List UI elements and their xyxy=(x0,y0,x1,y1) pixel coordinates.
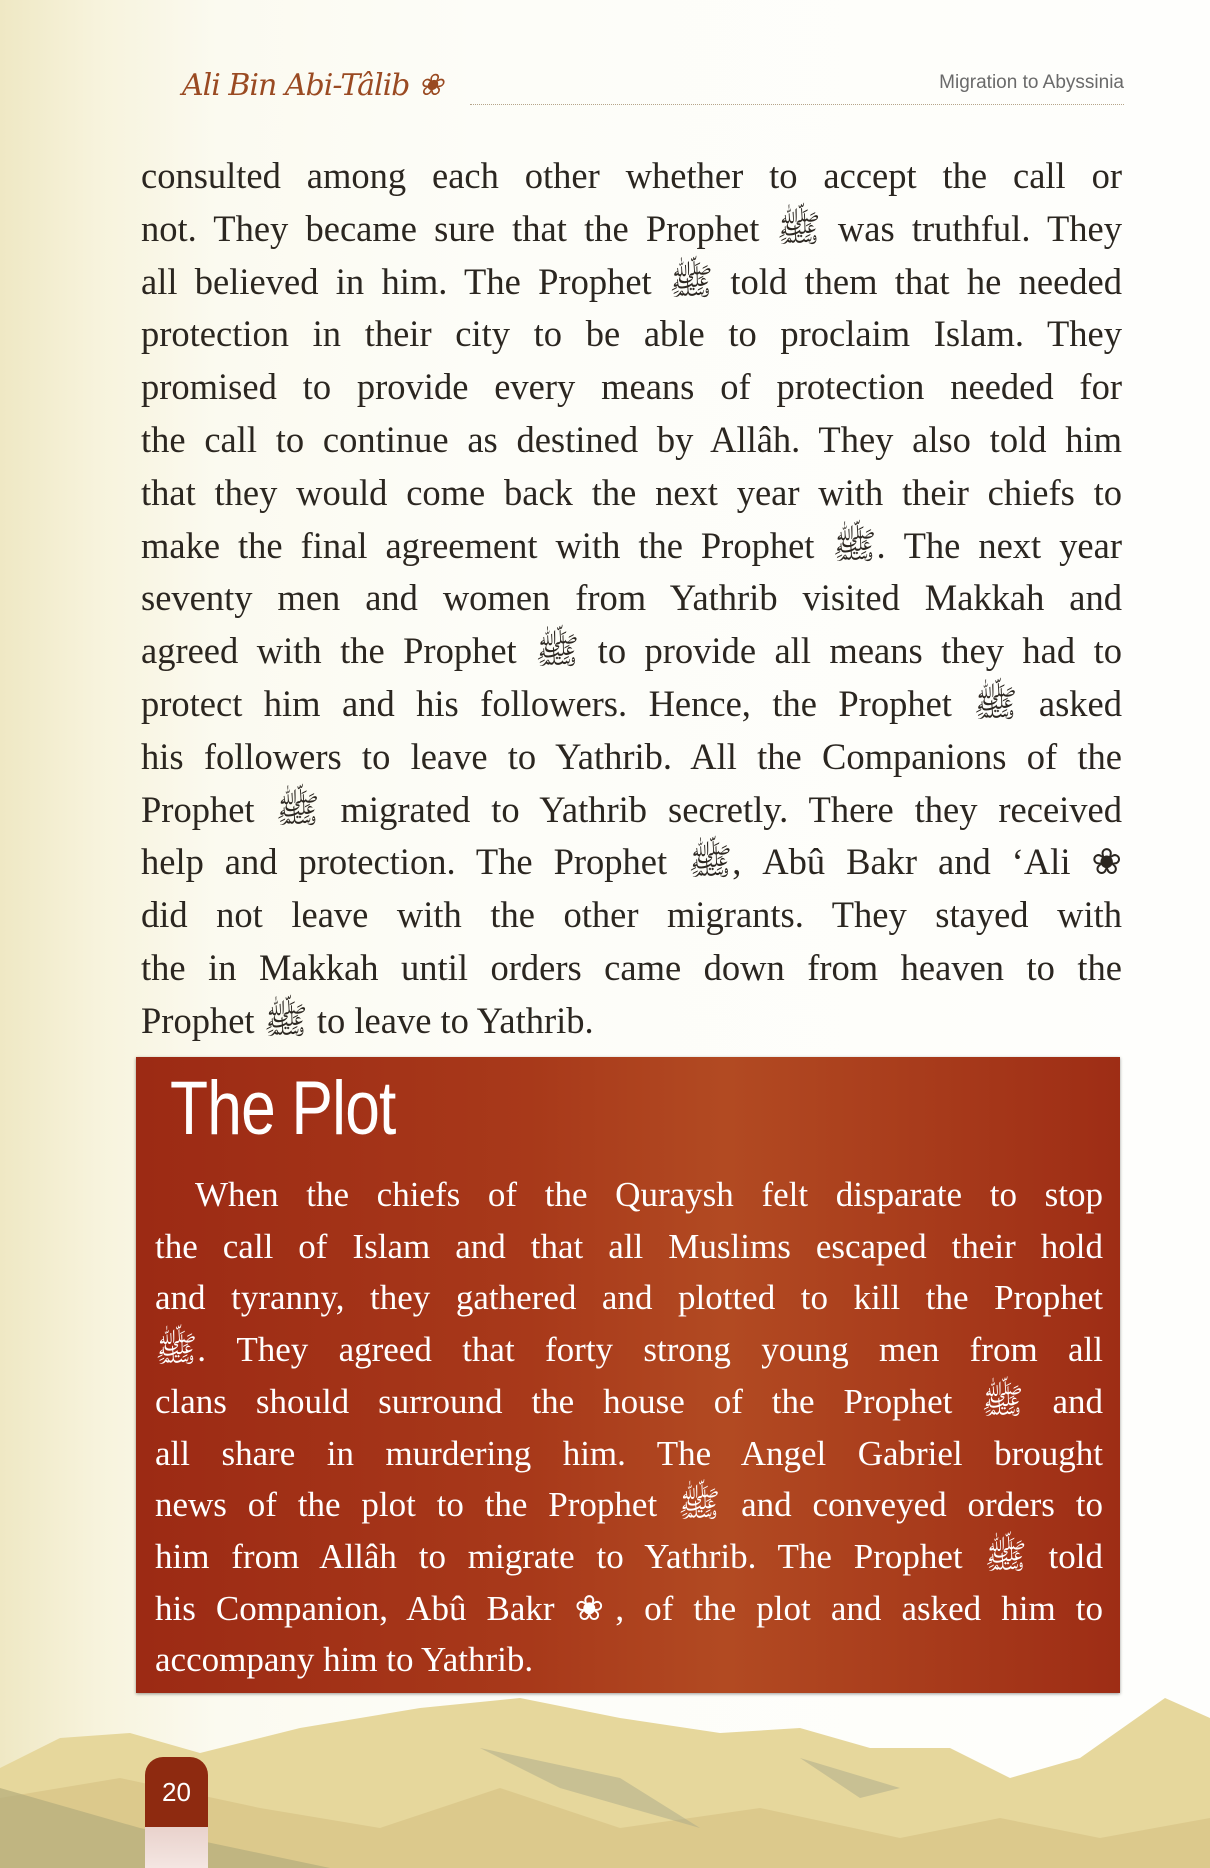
page-number: 20 xyxy=(145,1757,208,1827)
section-heading: The Plot xyxy=(170,1066,396,1151)
text-line: clans should surround the house of the Prophet ﷺ and xyxy=(155,1381,1103,1421)
text-line: ﷺ. They agreed that forty strong young men from all xyxy=(155,1330,1103,1370)
text-line: consulted among each other whether to accept the call or xyxy=(141,155,1122,196)
text-line: him from Allâh to migrate to Yathrib. The Prophet ﷺ told xyxy=(155,1536,1103,1576)
plot-section xyxy=(136,1057,1120,1693)
text-line: Prophet ﷺ migrated to Yathrib secretly. There they received xyxy=(141,788,1122,830)
text-line: When the chiefs of the Quraysh felt disparate to stop xyxy=(195,1175,1103,1214)
chapter-title: Migration to Abyssinia xyxy=(939,72,1124,93)
plot-paragraph xyxy=(155,1169,1103,1686)
text-line: promised to provide every means of protection needed for xyxy=(141,366,1122,408)
text-line: protect him and his followers. Hence, the Prophet ﷺ asked xyxy=(141,682,1122,724)
text-line: his Companion, Abû Bakr ❀, of the plot and asked him to xyxy=(155,1588,1103,1628)
text-line: his followers to leave to Yathrib. All the Companions of the xyxy=(141,735,1122,777)
text-line: all believed in him. The Prophet ﷺ told them that he needed xyxy=(141,260,1122,302)
page-tab-decoration xyxy=(145,1827,208,1868)
text-line: the call of Islam and that all Muslims escaped their hold xyxy=(155,1226,1103,1266)
text-line: did not leave with the other migrants. They stayed with xyxy=(141,894,1122,936)
text-line: agreed with the Prophet ﷺ to provide all means they had to xyxy=(141,630,1122,672)
header-divider xyxy=(470,104,1124,105)
text-line: accompany him to Yathrib. xyxy=(155,1640,534,1680)
text-line: seventy men and women from Yathrib visited Makkah and xyxy=(141,577,1122,619)
text-line: the call to continue as destined by Allâh. They also told him xyxy=(141,418,1122,460)
book-title: Ali Bin Abi-Tâlib ❀ xyxy=(182,68,443,103)
text-line: and tyranny, they gathered and plotted to kill the Prophet xyxy=(155,1278,1103,1318)
text-line: help and protection. The Prophet ﷺ, Abû Bakr and ‘Ali ❀ xyxy=(141,841,1123,883)
text-line: all share in murdering him. The Angel Gabriel brought xyxy=(155,1433,1103,1473)
text-line: protection in their city to be able to proclaim Islam. They xyxy=(141,313,1122,355)
text-line: news of the plot to the Prophet ﷺ and conveyed orders to xyxy=(155,1485,1103,1525)
text-line: make the final agreement with the Prophet ﷺ. The next year xyxy=(141,524,1122,566)
text-line: not. They became sure that the Prophet ﷺ was truthful. They xyxy=(141,207,1122,249)
text-line: the in Makkah until orders came down from heaven to the xyxy=(141,946,1122,988)
body-paragraph xyxy=(141,150,1122,1048)
text-line: Prophet ﷺ to leave to Yathrib. xyxy=(141,999,594,1041)
text-line: that they would come back the next year with their chiefs to xyxy=(141,471,1122,513)
